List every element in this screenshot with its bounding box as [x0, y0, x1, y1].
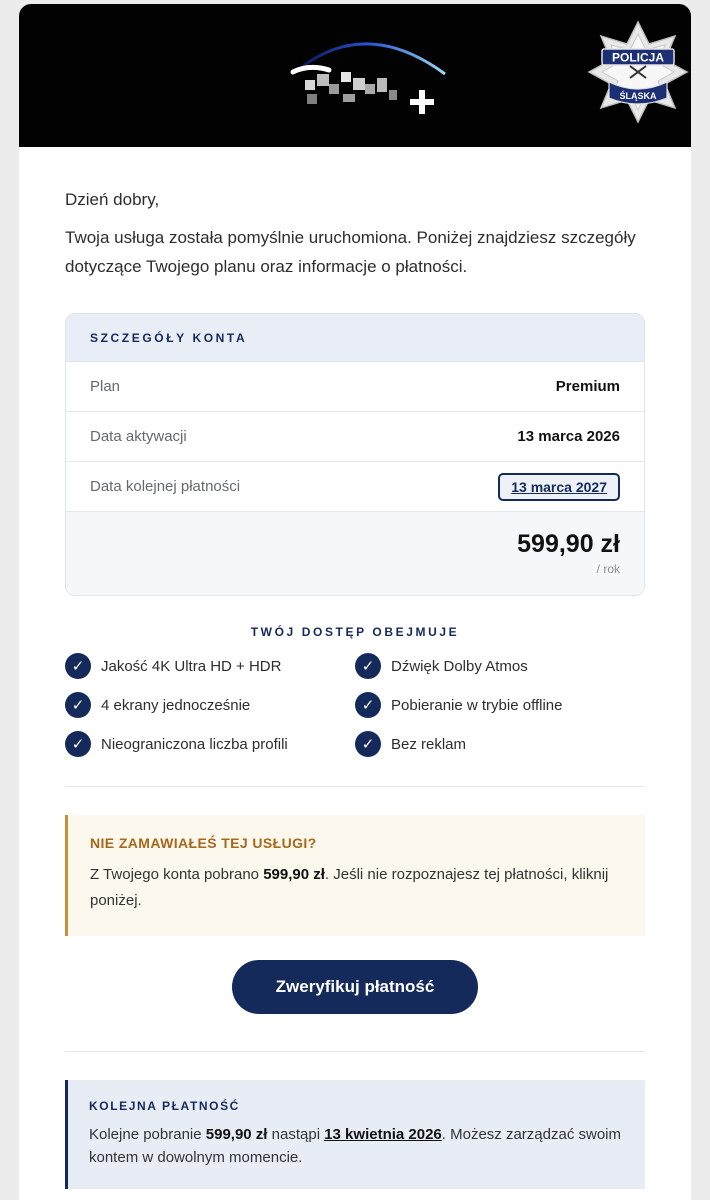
unrecognized-charge-alert [65, 815, 645, 936]
feature-label: Bez reklam [391, 735, 467, 753]
account-details-card [65, 313, 645, 596]
feature-item [355, 692, 645, 718]
police-badge [585, 16, 691, 128]
alert-text-after: . Jeśli nie rozpoznajesz tej płatności, kliknij poniżej. [90, 866, 609, 909]
next-text-3: . Możesz zarządzać swoim kontem w dowolnym momencie. [89, 1126, 621, 1166]
feature-label: Nieograniczona liczba profili [101, 735, 288, 753]
next-payment-date-link[interactable]: 13 marca 2027 [498, 473, 620, 501]
verify-payment-button[interactable]: Zweryfikuj płatność [232, 960, 478, 1014]
account-row-next-payment [66, 462, 644, 512]
alert-text [90, 862, 621, 914]
blurred-logo-icon [259, 28, 459, 120]
badge-line1: POLICJA [611, 50, 665, 65]
row-label: Data kolejnej płatności [90, 478, 241, 495]
divider [65, 1051, 645, 1052]
intro-text: Twoja usługa została pomyślnie uruchomiona. Poniżej znajdziesz szczegóły dotyczące Twojego planu oraz informacje o płatności. [65, 228, 636, 276]
police-star-icon [585, 16, 691, 128]
feature-item [355, 731, 645, 757]
next-amount: 599,90 zł [205, 1126, 268, 1143]
features-title: TWÓJ DOSTĘP OBEJMUJE [250, 625, 460, 639]
feature-label: Pobieranie w trybie offline [391, 696, 563, 714]
next-text-1: Kolejne pobranie [89, 1126, 206, 1143]
email-header [19, 4, 691, 147]
next-date-link[interactable]: 13 kwietnia 2026 [324, 1126, 442, 1143]
check-icon: ✓ [65, 653, 91, 679]
row-value: 13 marca 2026 [517, 428, 620, 445]
next-payment-title: KOLEJNA PŁATNOŚĆ [89, 1099, 240, 1113]
divider [65, 786, 645, 787]
alert-amount: 599,90 zł [263, 866, 325, 883]
feature-item [65, 653, 355, 679]
email-content [19, 190, 691, 1189]
email-container [19, 4, 691, 1200]
row-value: Premium [555, 378, 620, 395]
feature-item [65, 692, 355, 718]
check-icon: ✓ [355, 692, 381, 718]
next-payment-text [89, 1123, 623, 1169]
price-box [66, 512, 644, 595]
check-icon: ✓ [355, 653, 381, 679]
feature-item [355, 653, 645, 679]
badge-line2: ŚLĄSKA [619, 91, 657, 101]
check-icon: ✓ [65, 692, 91, 718]
account-row-activation-date [66, 412, 644, 462]
row-label: Plan [90, 378, 121, 395]
feature-label: 4 ekrany jednocześnie [101, 696, 251, 714]
greeting: Dzień dobry, [65, 190, 160, 209]
next-text-2: nastąpi [267, 1126, 325, 1143]
account-row-plan [66, 362, 644, 412]
features-list [65, 653, 645, 757]
alert-title: NIE ZAMAWIAŁEŚ TEJ USŁUGI? [90, 835, 317, 851]
price-amount: 599,90 zł [517, 530, 620, 558]
check-icon: ✓ [355, 731, 381, 757]
feature-label: Dźwięk Dolby Atmos [391, 657, 528, 675]
feature-label: Jakość 4K Ultra HD + HDR [101, 657, 282, 675]
alert-text-before: Z Twojego konta pobrano [90, 866, 264, 883]
account-details-title: SZCZEGÓŁY KONTA [66, 314, 644, 362]
next-payment-box [65, 1080, 645, 1189]
check-icon: ✓ [65, 731, 91, 757]
row-label: Data aktywacji [90, 428, 187, 445]
cta-wrapper [65, 960, 645, 1014]
feature-item [65, 731, 355, 757]
price-period: / rok [596, 562, 620, 576]
